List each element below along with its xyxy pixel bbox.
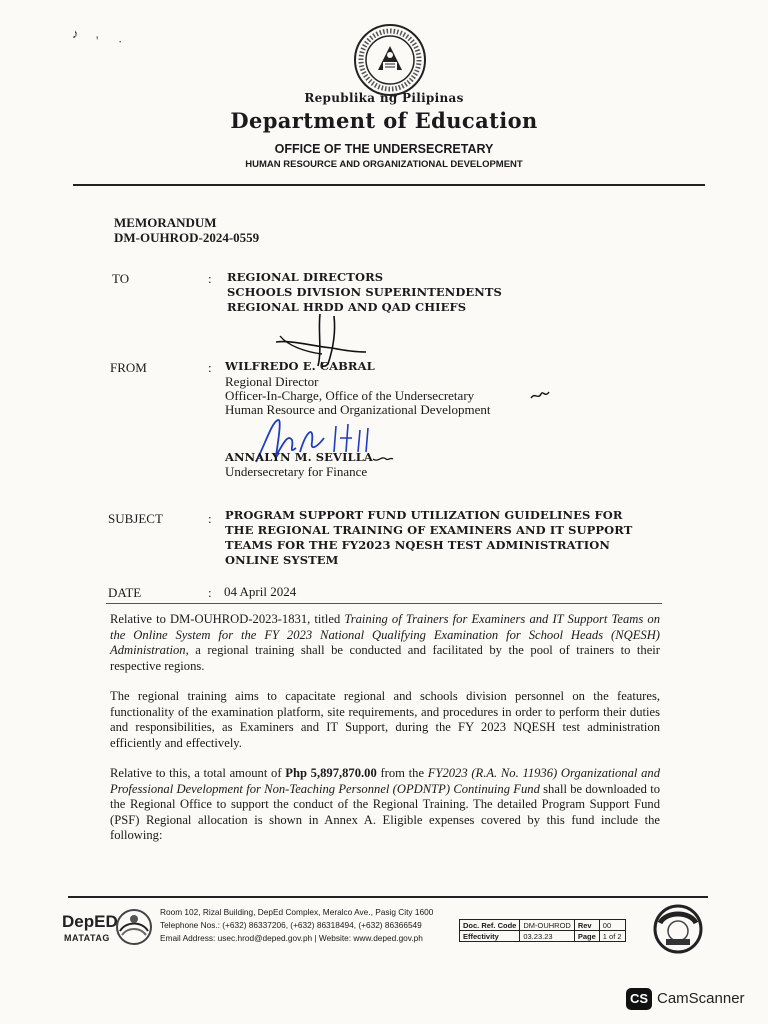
date-divider — [106, 603, 662, 604]
page-value: 1 of 2 — [599, 931, 625, 942]
from-colon: : — [208, 360, 212, 375]
paragraph-text: , a regional training shall be conducted and facilitated by the pool of trainers to their respective regions. — [110, 643, 660, 673]
stray-mark: · — [118, 34, 123, 49]
effectivity-value: 03.23.23 — [520, 931, 575, 942]
footer-address: Room 102, Rizal Building, DepEd Complex, Meralco Ave., Pasig City 1600 — [160, 907, 434, 917]
subject-line: TEAMS FOR THE FY2023 NQESH TEST ADMINISTRATION — [225, 538, 610, 552]
subject-line: THE REGIONAL TRAINING OF EXAMINERS AND IT SUPPORT — [225, 523, 633, 537]
initial-mark-icon — [530, 388, 550, 402]
matatag-logo: MATATAG — [64, 933, 110, 943]
memo-date: 04 April 2024 — [224, 584, 297, 599]
footer-divider — [68, 896, 708, 898]
paragraph-text: from the — [376, 766, 428, 780]
paragraph-text: shall be downloaded to the Regional Office to support the conduct of the Regional Training. The detailed Program Support Fund (PSF) Regional allocation is shown in Annex A. Eligible expenses covered by this fund include the following: — [110, 781, 661, 842]
date-label: DATE — [108, 585, 142, 600]
rev-value: 00 — [599, 920, 625, 931]
paragraph-text: Relative to this, a total amount of — [110, 766, 286, 780]
page-label: Page — [574, 931, 599, 942]
unit-title: HUMAN RESOURCE AND ORGANIZATIONAL DEVELOPMENT — [245, 159, 523, 170]
tuv-certification-icon — [652, 903, 704, 955]
approver-name: ANNALYN M. SEVILLA — [225, 450, 373, 464]
body-paragraph-1 — [110, 612, 660, 674]
subject-line: ONLINE SYSTEM — [225, 553, 339, 567]
sender-title: Regional Director — [225, 374, 319, 389]
document-reference-table — [459, 919, 626, 942]
header-divider — [73, 184, 705, 186]
approver-title: Undersecretary for Finance — [225, 464, 368, 479]
to-recipient: REGIONAL HRDD AND QAD CHIEFS — [227, 300, 467, 314]
footer-email: Email Address: usec.hrod@deped.gov.ph | Website: www.deped.gov.ph — [160, 933, 423, 943]
to-recipient: SCHOOLS DIVISION SUPERINTENDENTS — [227, 285, 502, 299]
to-label: TO — [112, 271, 130, 286]
camscanner-label: CamScanner — [657, 990, 745, 1007]
department-title: Department of Education — [230, 108, 538, 133]
memo-type: MEMORANDUM — [114, 215, 217, 230]
sender-title: Human Resource and Organizational Development — [225, 402, 491, 417]
stray-mark: ♪ — [72, 26, 79, 41]
stray-mark: ' — [96, 33, 99, 48]
rev-label: Rev — [574, 920, 599, 931]
memo-number: DM-OUHROD-2024-0559 — [114, 230, 260, 245]
camscanner-badge: CS — [626, 988, 652, 1010]
initial-mark-icon — [372, 453, 394, 465]
training-title: Training of Trainers for Examiners and IT Support Teams on the Online System for the FY 2023 National Qualifying Examination for School Heads (NQESH) Administration — [110, 612, 660, 657]
from-label: FROM — [110, 360, 147, 375]
to-colon: : — [208, 271, 212, 286]
sender-name: WILFREDO E. CABRAL — [225, 359, 375, 373]
bagong-pilipinas-logo-icon — [110, 905, 158, 953]
office-title: OFFICE OF THE UNDERSECRETARY — [274, 142, 494, 156]
paragraph-text: Relative to DM-OUHROD-2023-1831, titled — [110, 612, 345, 626]
republic-heading: Republika ng Pilipinas — [304, 91, 464, 105]
date-colon: : — [208, 585, 212, 600]
subject-colon: : — [208, 511, 212, 526]
fund-source: FY2023 (R.A. No. 11936) Organizational and Professional Development for Non-Teaching Personnel (OPDNTP) Continuing Fund — [110, 766, 660, 796]
deped-logo: DepED — [62, 912, 118, 931]
footer-telephone: Telephone Nos.: (+632) 86337206, (+632) 86318494, (+632) 86366549 — [160, 920, 422, 930]
fund-amount: Php 5,897,870.00 — [285, 766, 377, 780]
body-paragraph-2: The regional training aims to capacitate regional and schools division personnel on the features, functionality of the examination platform, site requirements, and procedures in order to perform their duties and responsibilities, as Examiners and IT Support, during the FY 2023 NQESH test administration efficiently and effectively. — [110, 689, 660, 750]
effectivity-label: Effectivity — [460, 931, 520, 942]
to-recipient: REGIONAL DIRECTORS — [227, 270, 384, 284]
deped-seal-icon — [352, 22, 428, 98]
subject-line: PROGRAM SUPPORT FUND UTILIZATION GUIDELINES FOR — [225, 508, 623, 522]
sender-title: Officer-In-Charge, Office of the Undersecretary — [225, 388, 475, 403]
doc-ref-value: DM-OUHROD — [520, 920, 575, 931]
body-paragraph-3 — [110, 766, 660, 844]
doc-ref-label: Doc. Ref. Code — [460, 920, 520, 931]
subject-label: SUBJECT — [108, 511, 163, 526]
